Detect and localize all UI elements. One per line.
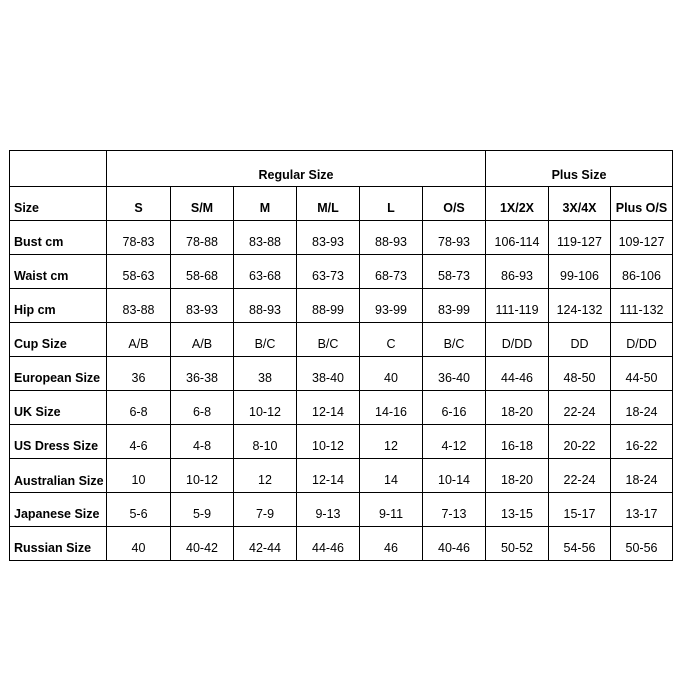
table-cell: 44-46 — [486, 357, 549, 391]
row-label: European Size — [10, 357, 107, 391]
table-cell: 10-12 — [297, 425, 360, 459]
table-cell: 58-73 — [423, 255, 486, 289]
table-cell: B/C — [234, 323, 297, 357]
table-cell: C — [360, 323, 423, 357]
size-group-row — [10, 151, 673, 187]
table-cell: 20-22 — [549, 425, 611, 459]
table-cell: D/DD — [486, 323, 549, 357]
table-cell: 7-13 — [423, 493, 486, 527]
table-cell: 36-38 — [171, 357, 234, 391]
table-cell: 44-46 — [297, 527, 360, 561]
table-cell: 18-20 — [486, 391, 549, 425]
table-cell: 48-50 — [549, 357, 611, 391]
table-row — [10, 425, 673, 459]
table-cell: DD — [549, 323, 611, 357]
table-cell: 12-14 — [297, 459, 360, 493]
table-cell: 83-99 — [423, 289, 486, 323]
table-cell: 18-20 — [486, 459, 549, 493]
table-cell: 109-127 — [611, 221, 673, 255]
row-label: Australian Size — [10, 459, 107, 493]
table-cell: 88-93 — [234, 289, 297, 323]
table-cell: 4-12 — [423, 425, 486, 459]
table-cell: 6-8 — [107, 391, 171, 425]
table-cell: 5-9 — [171, 493, 234, 527]
table-cell: 4-6 — [107, 425, 171, 459]
table-cell: 12 — [360, 425, 423, 459]
table-cell: 12 — [234, 459, 297, 493]
table-cell: 9-13 — [297, 493, 360, 527]
table-row — [10, 527, 673, 561]
table-cell: 78-93 — [423, 221, 486, 255]
table-cell: 119-127 — [549, 221, 611, 255]
table-row — [10, 459, 673, 493]
table-cell: 63-73 — [297, 255, 360, 289]
row-label: Waist cm — [10, 255, 107, 289]
table-cell: 83-88 — [234, 221, 297, 255]
size-column-header: L — [360, 187, 423, 221]
size-column-header: S/M — [171, 187, 234, 221]
table-row — [10, 323, 673, 357]
row-label: US Dress Size — [10, 425, 107, 459]
table-cell: 44-50 — [611, 357, 673, 391]
table-row — [10, 289, 673, 323]
table-cell: 9-11 — [360, 493, 423, 527]
table-cell: B/C — [423, 323, 486, 357]
table-row — [10, 391, 673, 425]
table-row — [10, 221, 673, 255]
row-label: Japanese Size — [10, 493, 107, 527]
table-cell: 88-93 — [360, 221, 423, 255]
table-cell: 78-83 — [107, 221, 171, 255]
table-cell: 111-119 — [486, 289, 549, 323]
table-cell: 58-68 — [171, 255, 234, 289]
table-cell: 88-99 — [297, 289, 360, 323]
table-cell: 5-6 — [107, 493, 171, 527]
row-label: Bust cm — [10, 221, 107, 255]
table-cell: 86-93 — [486, 255, 549, 289]
table-cell: 36 — [107, 357, 171, 391]
table-cell: 46 — [360, 527, 423, 561]
size-column-header: O/S — [423, 187, 486, 221]
table-cell: 86-106 — [611, 255, 673, 289]
table-cell: 18-24 — [611, 459, 673, 493]
table-cell: 40-42 — [171, 527, 234, 561]
table-cell: 4-8 — [171, 425, 234, 459]
table-cell: 10-12 — [234, 391, 297, 425]
size-column-header: 1X/2X — [486, 187, 549, 221]
row-label-header: Size — [10, 187, 107, 221]
table-cell: 106-114 — [486, 221, 549, 255]
table-cell: 38-40 — [297, 357, 360, 391]
row-label: Hip cm — [10, 289, 107, 323]
table-cell: 12-14 — [297, 391, 360, 425]
table-cell: 50-56 — [611, 527, 673, 561]
size-group-header: Regular Size — [107, 151, 486, 187]
table-row — [10, 357, 673, 391]
table-cell: 93-99 — [360, 289, 423, 323]
table-cell: 22-24 — [549, 459, 611, 493]
size-group-header: Plus Size — [486, 151, 673, 187]
table-cell: D/DD — [611, 323, 673, 357]
row-label: UK Size — [10, 391, 107, 425]
table-cell: 40 — [360, 357, 423, 391]
table-cell: 83-93 — [297, 221, 360, 255]
size-column-header: M/L — [297, 187, 360, 221]
table-row — [10, 493, 673, 527]
table-cell: 18-24 — [611, 391, 673, 425]
table-cell: 68-73 — [360, 255, 423, 289]
table-cell: 40 — [107, 527, 171, 561]
table-cell: 63-68 — [234, 255, 297, 289]
table-cell: 22-24 — [549, 391, 611, 425]
table-cell: 10-12 — [171, 459, 234, 493]
size-column-header: S — [107, 187, 171, 221]
table-cell: A/B — [107, 323, 171, 357]
size-column-header: M — [234, 187, 297, 221]
table-cell: 6-16 — [423, 391, 486, 425]
table-cell: 83-93 — [171, 289, 234, 323]
table-cell: 16-18 — [486, 425, 549, 459]
row-label: Russian Size — [10, 527, 107, 561]
table-cell: 111-132 — [611, 289, 673, 323]
size-column-header: Plus O/S — [611, 187, 673, 221]
table-cell: 10 — [107, 459, 171, 493]
table-cell: A/B — [171, 323, 234, 357]
table-cell: 42-44 — [234, 527, 297, 561]
table-cell: 50-52 — [486, 527, 549, 561]
table-cell: 99-106 — [549, 255, 611, 289]
table-cell: 8-10 — [234, 425, 297, 459]
table-cell: 124-132 — [549, 289, 611, 323]
table-cell: 40-46 — [423, 527, 486, 561]
table-cell: 58-63 — [107, 255, 171, 289]
table-cell: 13-15 — [486, 493, 549, 527]
table-cell: 78-88 — [171, 221, 234, 255]
table-cell: 10-14 — [423, 459, 486, 493]
table-cell: 14 — [360, 459, 423, 493]
table-cell: 83-88 — [107, 289, 171, 323]
size-group-header — [10, 151, 107, 187]
table-cell: 38 — [234, 357, 297, 391]
table-cell: 36-40 — [423, 357, 486, 391]
table-cell: B/C — [297, 323, 360, 357]
table-cell: 54-56 — [549, 527, 611, 561]
size-chart-table — [9, 150, 673, 561]
row-label: Cup Size — [10, 323, 107, 357]
size-column-header: 3X/4X — [549, 187, 611, 221]
table-cell: 15-17 — [549, 493, 611, 527]
table-cell: 16-22 — [611, 425, 673, 459]
table-cell: 6-8 — [171, 391, 234, 425]
table-cell: 13-17 — [611, 493, 673, 527]
size-header-row — [10, 187, 673, 221]
table-row — [10, 255, 673, 289]
table-cell: 7-9 — [234, 493, 297, 527]
table-cell: 14-16 — [360, 391, 423, 425]
